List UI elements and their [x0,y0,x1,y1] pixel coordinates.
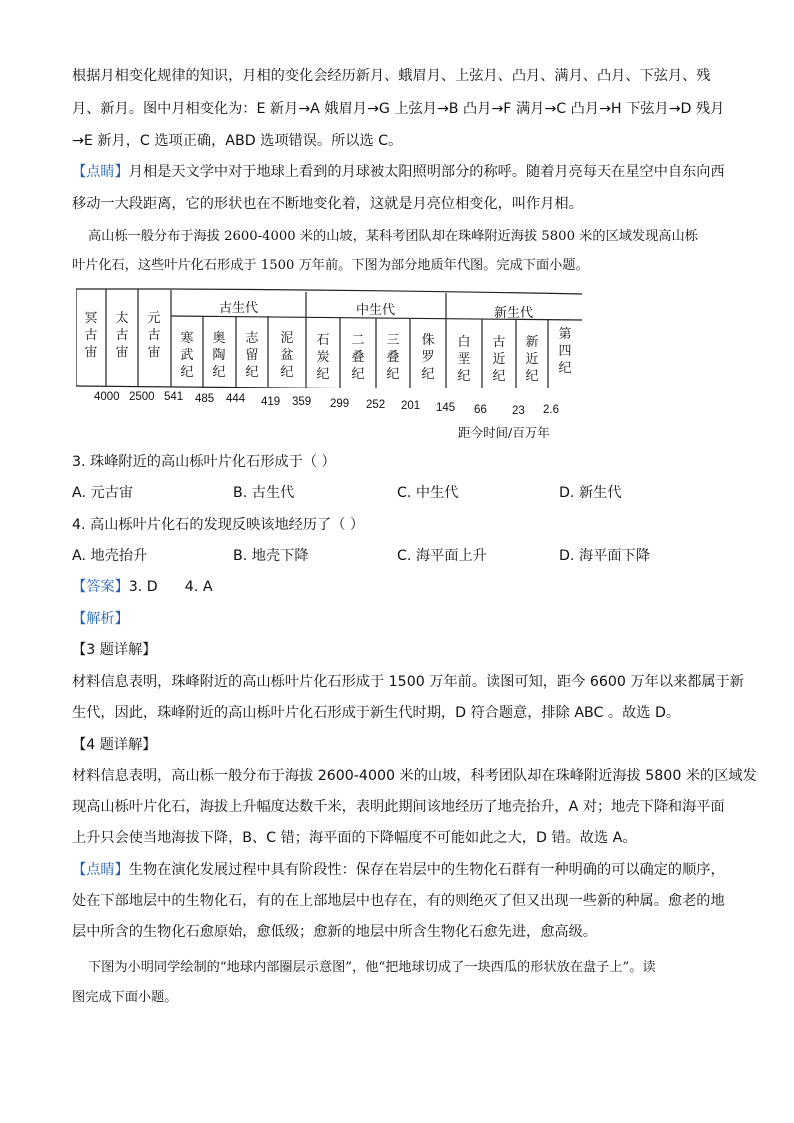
eon-proterozoic: 元古宙 [147,311,161,360]
dianjing-2-line-3: 层中所含的生物化石愈原始，愈低级；愈新的地层中所含生物化石愈先进，愈高级。 [72,924,597,940]
axis-unit-label: 距今时间/百万年 [458,425,550,440]
detail-4-line-1: 材料信息表明，高山栎一般分布于海拔 2600-4000 米的山坡，科考团队却在珠峰附近海拔 5800 米的区域发 [72,768,757,784]
detail-4-line-3: 上升只会使当地海拔下降，B、C 错；海平面的下降幅度不可能如此之大，D 错。故选 A。 [72,830,637,846]
next-material-line-1: 下图为小明同学绘制的“地球内部圈层示意图”，他“把地球切成了一块西瓜的形状放在盘子上”。读 [88,960,656,975]
dianjing-text: 生物在演化发展过程中具有阶段性：保存在岩层中的生物化石群有一种明确的可以确定的顺序， [128,862,725,878]
period-quaternary: 第四纪 [558,327,572,376]
next-material-line-2: 图完成下面小题。 [72,990,178,1005]
analysis-tag [72,609,722,629]
intro-line-1: 根据月相变化规律的知识，月相的变化会经历新月、蛾眉月、上弦月、凸月、满月、凸月、下弦月、残 [72,68,711,84]
q3-option-d: D. 新生代 [559,485,622,501]
tick-label: 2.6 [543,404,559,416]
dianjing-tag: 【点睛】 [72,862,129,878]
period-ordovician: 奥陶纪 [212,331,226,380]
tick-label: 485 [195,393,215,405]
q4-option-c: C. 海平面上升 [397,548,487,564]
material-line-2: 叶片化石，这些叶片化石形成于 1500 万年前。下图为部分地质年代图。完成下面小题。 [72,258,589,273]
tick-label: 444 [226,393,246,405]
tick-label: 23 [512,405,525,417]
dianjing-text: 月相是天文学中对于地球上看到的月球被太阳照明部分的称呼。随着月亮每天在星空中自东向西 [128,164,725,180]
tick-label: 299 [330,398,350,410]
intro-line-2: 月、新月。图中月相变化为：E 新月→A 娥眉月→G 上弦月→B 凸月→F 满月→C 凸月→H 下弦月→D 残月 [72,101,725,117]
era-paleozoic: 古生代 [219,301,259,316]
dianjing-2-line-2: 处在下部地层中的生物化石，有的在上部地层中也存在，有的则绝灭了但又出现一些新的种属。愈老的地 [72,893,725,909]
tick-label: 4000 [94,391,120,403]
detail-4-line-2: 现高山栎叶片化石，海拔上升幅度达数千米，表明此期间该地经历了地壳抬升，A 对；地壳下降和海平面 [72,799,725,815]
period-carboniferous: 石炭纪 [316,333,330,382]
dianjing-tag: 【点睛】 [72,164,129,180]
era-cenozoic: 新生代 [494,306,534,321]
dianjing-1-line-2: 移动一大段距离，它的形状也在不断地变化着，这就是月亮位相变化，叫作月相。 [72,196,583,212]
period-cambrian: 寒武纪 [180,331,194,380]
tick-label: 201 [401,400,421,412]
period-cretaceous: 白垩纪 [457,335,471,384]
detail-3-tag: 【3 题详解】 [72,642,157,658]
detail-3-line-2: 生代，因此，珠峰附近的高山栎叶片化石形成于新生代时期，D 符合题意，排除 ABC 。故选 D。 [72,705,681,721]
tick-label: 541 [164,391,184,403]
dianjing-1-line-1 [72,162,725,182]
period-devonian: 泥盆纪 [280,331,294,380]
detail-4-tag: 【4 题详解】 [72,737,157,753]
material-line-1: 高山栎一般分布于海拔 2600-4000 米的山坡，某科考团队却在珠峰附近海拔 5800 米的区域发现高山栎 [88,229,698,244]
eon-archean: 太古宙 [115,311,129,360]
q3-option-b: B. 古生代 [233,485,295,501]
period-paleogene: 古近纪 [492,335,506,384]
tick-label: 66 [474,404,487,416]
period-jurassic: 侏罗纪 [421,333,435,382]
tick-label: 252 [366,399,386,411]
period-neogene: 新近纪 [525,335,539,384]
tick-label: 2500 [129,391,155,403]
question-3-stem: 3. 珠峰附近的高山栎叶片化石形成于（ ） [72,454,336,470]
dianjing-2-line-1 [72,860,725,880]
eon-hadean: 冥古宙 [84,311,98,360]
period-silurian: 志留纪 [245,331,259,380]
answer-text: 3. D 4. A [128,579,213,595]
q4-option-b: B. 地壳下降 [233,548,309,564]
era-mesozoic: 中生代 [356,303,396,318]
tick-label: 145 [436,402,456,414]
period-triassic: 三叠纪 [386,333,400,382]
geologic-time-table [76,288,582,388]
question-4-stem: 4. 高山栎叶片化石的发现反映该地经历了（ ） [72,517,365,533]
period-permian: 二叠纪 [351,333,365,382]
answer-tag: 【答案】 [72,579,129,595]
detail-3-line-1: 材料信息表明，珠峰附近的高山栎叶片化石形成于 1500 万年前。读图可知，距今 6600 万年以来都属于新 [72,674,744,690]
answer-line [72,577,722,597]
q3-option-c: C. 中生代 [397,485,459,501]
q4-option-a: A. 地壳抬升 [72,548,148,564]
intro-line-3: →E 新月，C 选项正确，ABD 选项错误。所以选 C。 [72,133,403,149]
q3-option-a: A. 元古宙 [72,485,134,501]
tick-label: 359 [292,396,312,408]
analysis-label: 【解析】 [72,611,129,627]
tick-label: 419 [261,396,281,408]
q4-option-d: D. 海平面下降 [559,548,650,564]
